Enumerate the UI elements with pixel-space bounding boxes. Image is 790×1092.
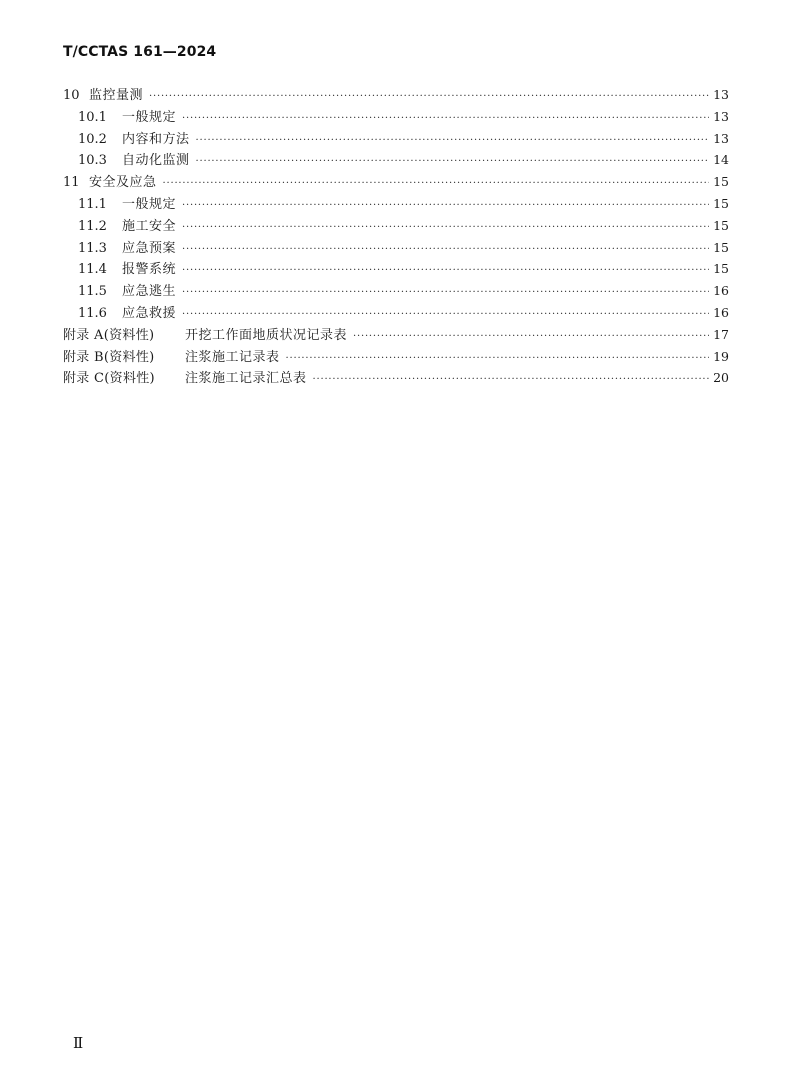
toc-entry-number: 10.2	[78, 131, 107, 147]
toc-entry-page: 17	[713, 326, 729, 342]
toc-entry-title: 一般规定	[122, 109, 177, 125]
toc-dot-leader	[182, 244, 709, 255]
toc-dot-leader	[182, 265, 709, 276]
toc-entry-title: 注浆施工记录表	[185, 349, 280, 365]
toc-entry-11-6[interactable]	[63, 302, 729, 324]
toc-entry-appendix-b[interactable]	[63, 346, 729, 368]
toc-entry-11-1[interactable]	[63, 193, 729, 215]
page-number-footer: Ⅱ	[73, 1034, 84, 1052]
toc-entry-number: 11.4	[78, 262, 107, 278]
toc-entry-number: 11.1	[78, 196, 107, 212]
toc-entry-title: 施工安全	[122, 218, 177, 234]
toc-entry-page: 19	[713, 348, 729, 364]
toc-entry-page: 15	[713, 174, 729, 190]
toc-entry-page: 15	[713, 239, 729, 255]
toc-entry-11-2[interactable]	[63, 215, 729, 237]
toc-entry-page: 13	[713, 108, 729, 124]
toc-entry-page: 16	[713, 283, 729, 299]
toc-entry-number: 11	[63, 175, 80, 191]
toc-entry-title: 安全及应急	[89, 175, 157, 191]
toc-entry-title: 应急预案	[122, 240, 177, 256]
toc-entry-title: 内容和方法	[122, 131, 190, 147]
toc-entry-number: 附录 B(资料性)	[63, 349, 155, 365]
toc-entry-11-3[interactable]	[63, 237, 729, 259]
toc-entry-number: 附录 C(资料性)	[63, 371, 155, 387]
toc-entry-title: 注浆施工记录汇总表	[185, 371, 307, 387]
toc-entry-appendix-c[interactable]	[63, 367, 729, 389]
toc-dot-leader	[182, 113, 709, 124]
toc-dot-leader	[196, 156, 709, 167]
table-of-contents	[63, 84, 729, 389]
standard-code-header: T/CCTAS 161—2024	[63, 44, 217, 60]
toc-dot-leader	[353, 331, 709, 342]
toc-entry-number: 11.6	[78, 305, 107, 321]
toc-entry-page: 13	[713, 87, 729, 102]
toc-dot-leader	[182, 309, 709, 320]
toc-entry-page: 20	[713, 370, 729, 386]
toc-entry-page: 16	[713, 304, 729, 320]
toc-entry-number: 附录 A(资料性)	[63, 327, 155, 343]
toc-entry-number: 11.3	[78, 240, 107, 256]
toc-dot-leader	[196, 135, 709, 146]
toc-dot-leader	[182, 200, 709, 211]
toc-entry-10-2[interactable]	[63, 128, 729, 150]
toc-entry-number: 10.3	[78, 153, 107, 169]
toc-dot-leader	[182, 222, 709, 233]
toc-entry-number: 11.5	[78, 284, 107, 300]
toc-entry-page: 15	[713, 261, 729, 277]
toc-dot-leader	[313, 374, 709, 385]
toc-entry-title: 一般规定	[122, 196, 177, 212]
toc-entry-10-1[interactable]	[63, 106, 729, 128]
toc-entry-10[interactable]	[63, 84, 729, 106]
toc-dot-leader	[149, 91, 709, 102]
toc-dot-leader	[163, 178, 709, 189]
toc-entry-title: 自动化监测	[122, 153, 190, 169]
toc-entry-page: 14	[713, 152, 729, 168]
toc-entry-number: 10.1	[78, 109, 107, 125]
toc-entry-title: 开挖工作面地质状况记录表	[185, 327, 348, 343]
toc-entry-10-3[interactable]	[63, 149, 729, 171]
toc-entry-11-5[interactable]	[63, 280, 729, 302]
toc-entry-11-4[interactable]	[63, 258, 729, 280]
toc-entry-page: 15	[713, 217, 729, 233]
toc-entry-appendix-a[interactable]	[63, 324, 729, 346]
toc-entry-title: 监控量测	[89, 88, 144, 103]
toc-entry-title: 应急救援	[122, 305, 177, 321]
toc-entry-page: 15	[713, 195, 729, 211]
toc-entry-title: 应急逃生	[122, 284, 177, 300]
toc-entry-title: 报警系统	[122, 262, 177, 278]
toc-entry-page: 13	[713, 130, 729, 146]
toc-dot-leader	[286, 353, 709, 364]
toc-dot-leader	[182, 287, 709, 298]
toc-entry-number: 11.2	[78, 218, 107, 234]
toc-entry-11[interactable]	[63, 171, 729, 193]
toc-entry-number: 10	[63, 88, 80, 103]
